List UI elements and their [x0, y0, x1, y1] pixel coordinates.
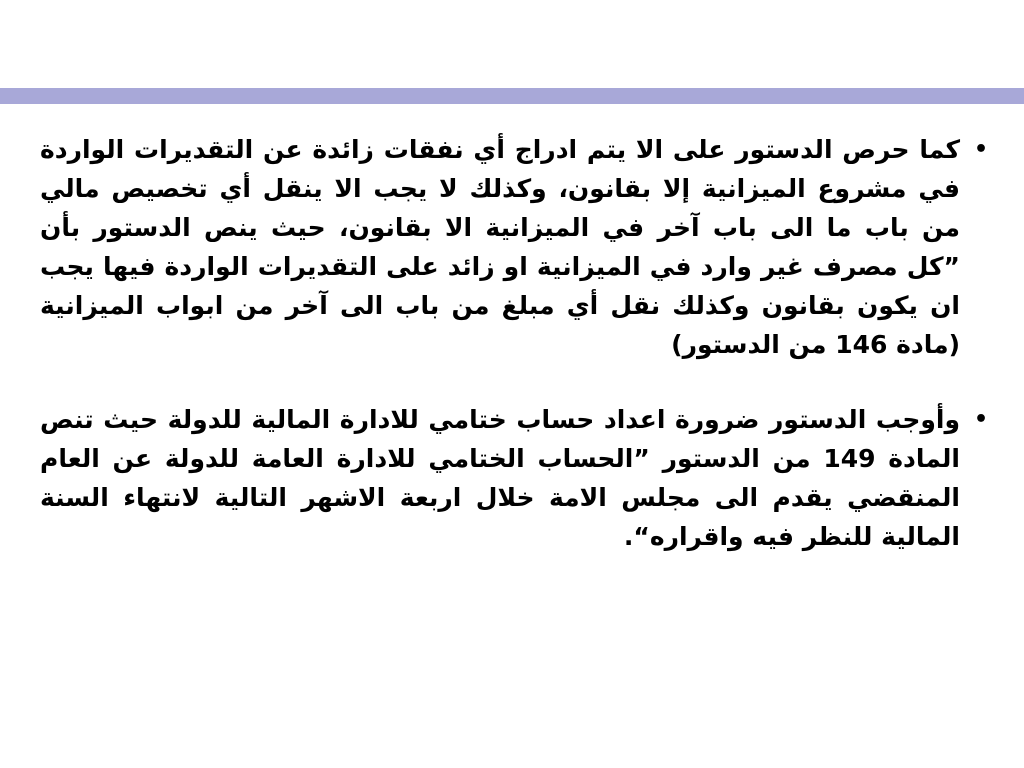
header-accent-band: [0, 88, 1024, 104]
slide-content: [40, 130, 990, 592]
bullet-list: [40, 130, 990, 556]
bullet-text: وأوجب الدستور ضرورة اعداد حساب ختامي للادارة المالية للدولة حيث تنص المادة 149 من الدستور ”الحساب الختامي للادارة العامة للدولة عن العام المنقضي يقدم الى مجلس الامة خلال اربعة الاشهر التالية لانتهاء السنة المالية للنظر فيه واقراره“.: [40, 405, 960, 551]
bullet-item: [40, 130, 990, 364]
bullet-dot-icon: •: [973, 407, 988, 432]
bullet-item: [40, 400, 990, 556]
bullet-text: كما حرص الدستور على الا يتم ادراج أي نفقات زائدة عن التقديرات الواردة في مشروع الميزانية إلا بقانون، وكذلك لا يجب الا ينقل أي تخصيص مالي من باب ما الى باب آخر في الميزانية الا بقانون، حيث ينص الدستور بأن ”كل مصرف غير وارد في الميزانية او زائد على التقديرات الواردة فيها يجب ان يكون بقانون وكذلك نقل أي مبلغ من باب الى آخر من ابواب الميزانية (مادة 146 من الدستور): [40, 135, 960, 359]
bullet-dot-icon: •: [973, 137, 988, 162]
